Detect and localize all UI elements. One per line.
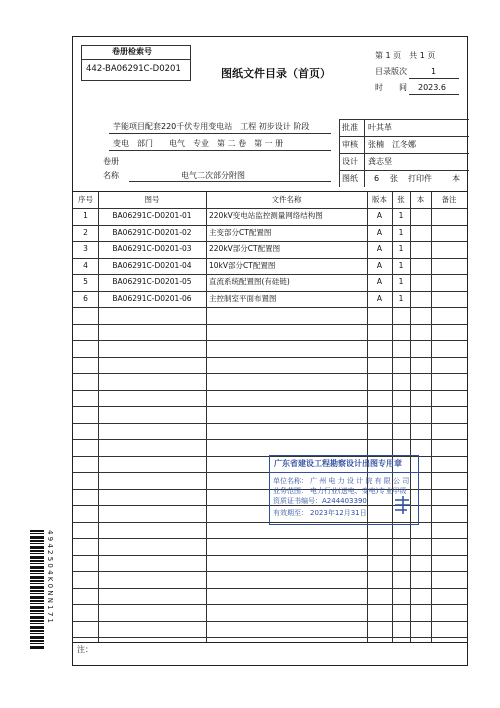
note-label: 注： bbox=[77, 645, 93, 654]
drawing-unit: 张 bbox=[390, 174, 398, 183]
catalog-box bbox=[81, 45, 191, 81]
catalog-number: 442-BA06291C-D0201 bbox=[86, 64, 181, 74]
col-header-file-name: 文件名称 bbox=[271, 195, 302, 204]
row-file-name: 直流系统配置图(有硅链) bbox=[209, 277, 290, 286]
row-version: A bbox=[376, 293, 383, 303]
drawing-list-table bbox=[73, 191, 467, 643]
row-sheets: 1 bbox=[398, 244, 404, 253]
row-file-name: 主变部分CT配置图 bbox=[209, 227, 272, 237]
name-value: 电气二次部分附图 bbox=[181, 171, 245, 180]
row-drawing-no: BA06291C-D0201-03 bbox=[112, 244, 192, 253]
table-row bbox=[73, 274, 467, 291]
row-file-name: 220kV变电站监控测量网络结构图 bbox=[209, 211, 323, 220]
stamp-valid-value: 2023年12月31日 bbox=[310, 509, 367, 517]
design-label: 设计 bbox=[342, 157, 358, 166]
table-row bbox=[73, 258, 467, 275]
col-header-index: 序号 bbox=[78, 195, 93, 204]
stamp-valid-label: 有效期至： bbox=[273, 509, 308, 517]
row-sheets: 1 bbox=[398, 211, 404, 220]
name-label: 名称 bbox=[103, 171, 119, 180]
catalog-label: 卷册检索号 bbox=[112, 47, 152, 56]
print-label: 打印件 bbox=[408, 174, 432, 183]
page-title: 图纸文件目录（首页） bbox=[221, 67, 331, 80]
row-drawing-no: BA06291C-D0201-05 bbox=[112, 277, 192, 286]
col-header-sheets: 张 bbox=[397, 195, 405, 204]
row-drawing-no: BA06291C-D0201-04 bbox=[112, 260, 192, 270]
drawing-label: 图纸 bbox=[342, 174, 358, 183]
row-index: 6 bbox=[83, 293, 88, 303]
row-drawing-no: BA06291C-D0201-06 bbox=[112, 293, 192, 303]
row-drawing-no: BA06291C-D0201-02 bbox=[112, 227, 192, 237]
table-row bbox=[73, 225, 467, 242]
row-file-name: 主控制室平面布置图 bbox=[209, 293, 277, 303]
version-value: 1 bbox=[431, 67, 437, 76]
row-index: 1 bbox=[83, 211, 88, 220]
row-sheets: 1 bbox=[398, 277, 404, 286]
row-sheets: 1 bbox=[398, 227, 404, 237]
row-file-name: 220kV部分CT配置图 bbox=[209, 244, 281, 253]
review-label: 审核 bbox=[342, 140, 358, 149]
approve-label: 批准 bbox=[342, 123, 358, 132]
row-index: 3 bbox=[83, 244, 88, 253]
stamp-cert-value: A244403390 bbox=[322, 497, 367, 505]
table-row bbox=[73, 291, 467, 308]
barcode bbox=[30, 530, 54, 650]
row-file-name: 10kV部分CT配置图 bbox=[209, 260, 276, 270]
row-index: 2 bbox=[83, 227, 88, 237]
page-info: 第 1 页 共 1 页 bbox=[375, 51, 436, 60]
approval-block bbox=[339, 119, 469, 187]
row-sheets: 1 bbox=[398, 260, 404, 270]
design-value: 龚志坚 bbox=[368, 157, 392, 166]
col-header-version: 版本 bbox=[372, 195, 387, 204]
col-header-drawing-no: 图号 bbox=[144, 195, 160, 204]
stamp-unit-value: 广 州 电 力 设 计 院 有 限 公 司 bbox=[310, 477, 410, 485]
seal-logo-icon bbox=[392, 494, 414, 516]
row-version: A bbox=[376, 244, 383, 253]
stamp-cert-label: 资质证书编号： bbox=[273, 497, 322, 505]
volume-label: 卷册 bbox=[103, 157, 119, 166]
row-sheets: 1 bbox=[398, 293, 404, 303]
design-seal-stamp bbox=[269, 455, 419, 525]
drawing-count: 6 bbox=[374, 174, 380, 183]
project-line-1: 芋能项目配套220千伏专用变电站 工程 初步设计 阶段 bbox=[113, 122, 310, 131]
row-version: A bbox=[376, 260, 383, 270]
stamp-title: 广东省建设工程勘察设计出图专用章 bbox=[274, 459, 402, 468]
barcode-digits: 4 9 4 2 5 0 4 K 0 N N 1 7 1 bbox=[46, 530, 54, 623]
row-version: A bbox=[376, 277, 383, 286]
stamp-unit-label: 单位名称： bbox=[273, 477, 308, 485]
project-line-2: 变电 部门 电气 专业 第 二 卷 第 一 册 bbox=[113, 139, 284, 148]
barcode-bars bbox=[30, 530, 44, 650]
col-header-copies: 本 bbox=[416, 195, 425, 204]
row-index: 5 bbox=[83, 277, 88, 286]
review-value: 张楠 江冬娜 bbox=[368, 140, 416, 149]
table-row bbox=[73, 241, 467, 258]
row-version: A bbox=[376, 211, 383, 220]
col-header-remarks: 备注 bbox=[441, 195, 457, 204]
date-label: 时 间 bbox=[375, 83, 407, 92]
table-row bbox=[73, 208, 467, 225]
print-unit: 本 bbox=[452, 174, 460, 183]
stamp-scope-label: 业务范围： bbox=[273, 487, 308, 495]
drawing-frame bbox=[72, 36, 468, 666]
approve-value: 叶其革 bbox=[368, 123, 392, 132]
row-index: 4 bbox=[83, 260, 88, 270]
stamp-scope-value: 电力行业(送电、变电)专业甲级 bbox=[310, 487, 407, 495]
row-drawing-no: BA06291C-D0201-01 bbox=[112, 211, 192, 220]
date-value: 2023.6 bbox=[418, 83, 446, 92]
version-label: 目录版次 bbox=[375, 67, 407, 76]
row-version: A bbox=[376, 227, 383, 237]
